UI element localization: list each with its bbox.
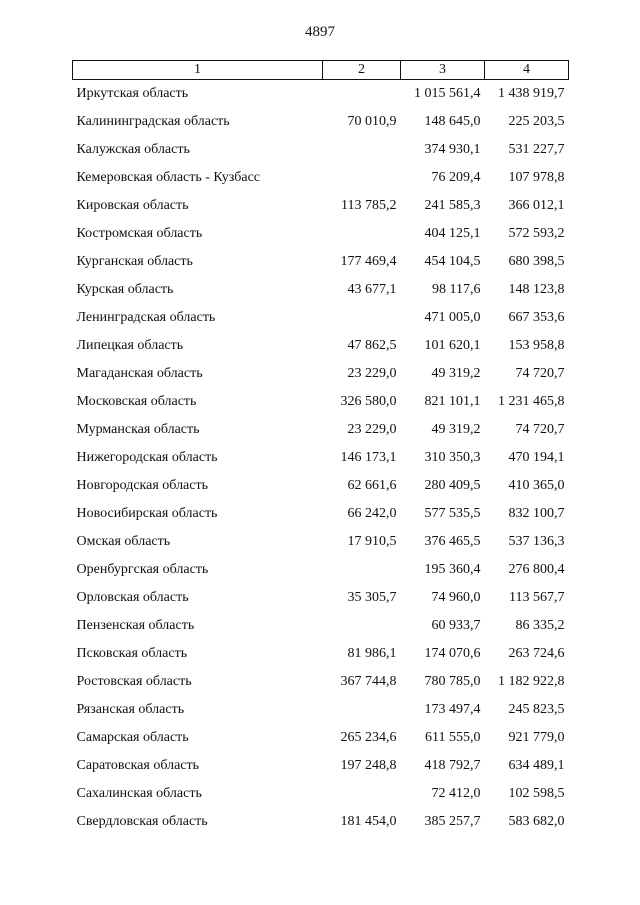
value-cell-col3: 611 555,0: [425, 730, 481, 745]
value-cell-col3: 471 005,0: [424, 310, 481, 325]
value-cell-col4: 366 012,1: [508, 198, 565, 213]
region-name-cell: Костромская область: [76, 226, 203, 241]
value-cell-col4: 113 567,7: [509, 590, 565, 605]
value-cell-col3: 780 785,0: [424, 674, 481, 689]
value-cell-col2: [323, 304, 401, 332]
value-cell-col2: 23 229,0: [347, 422, 397, 437]
region-name-cell: Липецкая область: [76, 338, 184, 353]
table-row: [73, 724, 569, 752]
region-name-cell: Рязанская область: [76, 702, 185, 717]
value-cell-col4: 410 365,0: [508, 478, 565, 493]
column-header-1: 1: [73, 61, 323, 80]
region-name-cell: Новгородская область: [76, 478, 208, 493]
table-row: [73, 164, 569, 192]
table-row: [73, 780, 569, 808]
table-row: [73, 360, 569, 388]
region-name-cell: Иркутская область: [76, 86, 189, 101]
table-row: [73, 696, 569, 724]
table-row: [73, 136, 569, 164]
table-row: [73, 248, 569, 276]
table-body: [73, 80, 569, 837]
value-cell-col3: 148 645,0: [424, 114, 481, 129]
region-name-cell: Курская область: [76, 282, 174, 297]
data-table: [72, 60, 569, 836]
value-cell-col4: 107 978,8: [508, 170, 565, 185]
value-cell-col4: 225 203,5: [508, 114, 565, 129]
table-row: [73, 444, 569, 472]
value-cell-col4: 148 123,8: [508, 282, 565, 297]
value-cell-col3: 60 933,7: [431, 618, 481, 633]
region-name-cell: Сахалинская область: [76, 786, 202, 801]
page-number: 4897: [305, 24, 335, 40]
value-cell-col2: 81 986,1: [347, 646, 397, 661]
value-cell-col4: 1 182 922,8: [498, 674, 565, 689]
value-cell-col3: 101 620,1: [424, 338, 481, 353]
value-cell-col3: 454 104,5: [424, 254, 481, 269]
value-cell-col2: 35 305,7: [347, 590, 397, 605]
header-row: [73, 61, 569, 80]
value-cell-col2: [323, 164, 401, 192]
value-cell-col3: 376 465,5: [424, 534, 481, 549]
value-cell-col4: 921 779,0: [508, 730, 565, 745]
table-row: [73, 388, 569, 416]
value-cell-col4: 531 227,7: [508, 142, 565, 157]
value-cell-col2: 197 248,8: [340, 758, 397, 773]
region-name-cell: Самарская область: [76, 730, 189, 745]
table-row: [73, 108, 569, 136]
table-row: [73, 584, 569, 612]
value-cell-col2: 265 234,6: [340, 730, 397, 745]
value-cell-col3: 310 350,3: [424, 450, 481, 465]
value-cell-col2: 177 469,4: [340, 254, 397, 269]
value-cell-col3: 74 960,0: [431, 590, 481, 605]
table-row: [73, 500, 569, 528]
value-cell-col2: 146 173,1: [340, 450, 397, 465]
region-name-cell: Новосибирская область: [76, 506, 218, 521]
value-cell-col2: [323, 80, 401, 109]
region-name-cell: Нижегородская область: [76, 450, 218, 465]
value-cell-col3: 374 930,1: [424, 142, 481, 157]
value-cell-col2: 62 661,6: [347, 478, 397, 493]
table-row: [73, 528, 569, 556]
value-cell-col4: 537 136,3: [508, 534, 565, 549]
value-cell-col2: 113 785,2: [341, 198, 397, 213]
table-row: [73, 304, 569, 332]
region-name-cell: Омская область: [76, 534, 171, 549]
table-row: [73, 668, 569, 696]
value-cell-col4: 583 682,0: [508, 814, 565, 829]
region-name-cell: Мурманская область: [76, 422, 200, 437]
value-cell-col3: 49 319,2: [431, 366, 481, 381]
value-cell-col4: 680 398,5: [508, 254, 565, 269]
value-cell-col2: 43 677,1: [347, 282, 397, 297]
table-header: [73, 61, 569, 80]
value-cell-col3: 173 497,4: [424, 702, 481, 717]
region-name-cell: Калининградская область: [76, 114, 230, 129]
value-cell-col4: 74 720,7: [515, 366, 565, 381]
value-cell-col2: [323, 780, 401, 808]
table-row: [73, 416, 569, 444]
region-name-cell: Ростовская область: [76, 674, 192, 689]
value-cell-col2: 326 580,0: [340, 394, 397, 409]
value-cell-col3: 577 535,5: [424, 506, 481, 521]
table-row: [73, 80, 569, 109]
value-cell-col3: 72 412,0: [431, 786, 481, 801]
value-cell-col4: 572 593,2: [508, 226, 565, 241]
value-cell-col2: [323, 612, 401, 640]
value-cell-col3: 241 585,3: [424, 198, 481, 213]
value-cell-col4: 102 598,5: [508, 786, 565, 801]
value-cell-col3: 76 209,4: [431, 170, 481, 185]
table-row: [73, 612, 569, 640]
value-cell-col2: [323, 696, 401, 724]
value-cell-col3: 404 125,1: [424, 226, 481, 241]
value-cell-col2: 23 229,0: [347, 366, 397, 381]
region-name-cell: Московская область: [76, 394, 197, 409]
region-name-cell: Курганская область: [76, 254, 193, 269]
value-cell-col4: 470 194,1: [508, 450, 565, 465]
region-name-cell: Пензенская область: [76, 618, 195, 633]
column-header-2: 2: [323, 61, 401, 80]
value-cell-col3: 195 360,4: [424, 562, 481, 577]
value-cell-col2: 70 010,9: [347, 114, 397, 129]
value-cell-col4: 74 720,7: [515, 422, 565, 437]
region-name-cell: Магаданская область: [76, 366, 203, 381]
value-cell-col4: 667 353,6: [508, 310, 565, 325]
value-cell-col3: 98 117,6: [432, 282, 481, 297]
region-name-cell: Ленинградская область: [76, 310, 216, 325]
table-row: [73, 472, 569, 500]
value-cell-col3: 174 070,6: [424, 646, 481, 661]
value-cell-col2: [323, 556, 401, 584]
value-cell-col4: 86 335,2: [515, 618, 565, 633]
value-cell-col3: 49 319,2: [431, 422, 481, 437]
value-cell-col2: 367 744,8: [340, 674, 397, 689]
value-cell-col2: 66 242,0: [347, 506, 397, 521]
value-cell-col4: 153 958,8: [508, 338, 565, 353]
value-cell-col3: 821 101,1: [424, 394, 481, 409]
region-name-cell: Свердловская область: [76, 814, 208, 829]
column-header-3: 3: [401, 61, 485, 80]
region-name-cell: Калужская область: [76, 142, 190, 157]
value-cell-col4: 832 100,7: [508, 506, 565, 521]
table-row: [73, 556, 569, 584]
region-name-cell: Оренбургская область: [76, 562, 209, 577]
value-cell-col3: 280 409,5: [424, 478, 481, 493]
region-name-cell: Орловская область: [76, 590, 189, 605]
column-header-4: 4: [485, 61, 569, 80]
value-cell-col3: 1 015 561,4: [414, 86, 481, 101]
region-name-cell: Псковская область: [76, 646, 188, 661]
value-cell-col2: 181 454,0: [340, 814, 397, 829]
table-row: [73, 808, 569, 836]
value-cell-col4: 245 823,5: [508, 702, 565, 717]
table-row: [73, 332, 569, 360]
table-row: [73, 640, 569, 668]
value-cell-col2: [323, 136, 401, 164]
value-cell-col2: 17 910,5: [347, 534, 397, 549]
value-cell-col2: [323, 220, 401, 248]
region-name-cell: Кировская область: [76, 198, 189, 213]
table-row: [73, 192, 569, 220]
value-cell-col4: 634 489,1: [508, 758, 565, 773]
value-cell-col3: 418 792,7: [424, 758, 481, 773]
table-row: [73, 752, 569, 780]
value-cell-col4: 1 231 465,8: [498, 394, 565, 409]
value-cell-col4: 263 724,6: [508, 646, 565, 661]
value-cell-col3: 385 257,7: [424, 814, 481, 829]
table-row: [73, 276, 569, 304]
region-name-cell: Саратовская область: [76, 758, 200, 773]
value-cell-col4: 276 800,4: [508, 562, 565, 577]
value-cell-col2: 47 862,5: [347, 338, 397, 353]
value-cell-col4: 1 438 919,7: [498, 86, 565, 101]
region-name-cell: Кемеровская область - Кузбасс: [76, 170, 261, 185]
table-row: [73, 220, 569, 248]
